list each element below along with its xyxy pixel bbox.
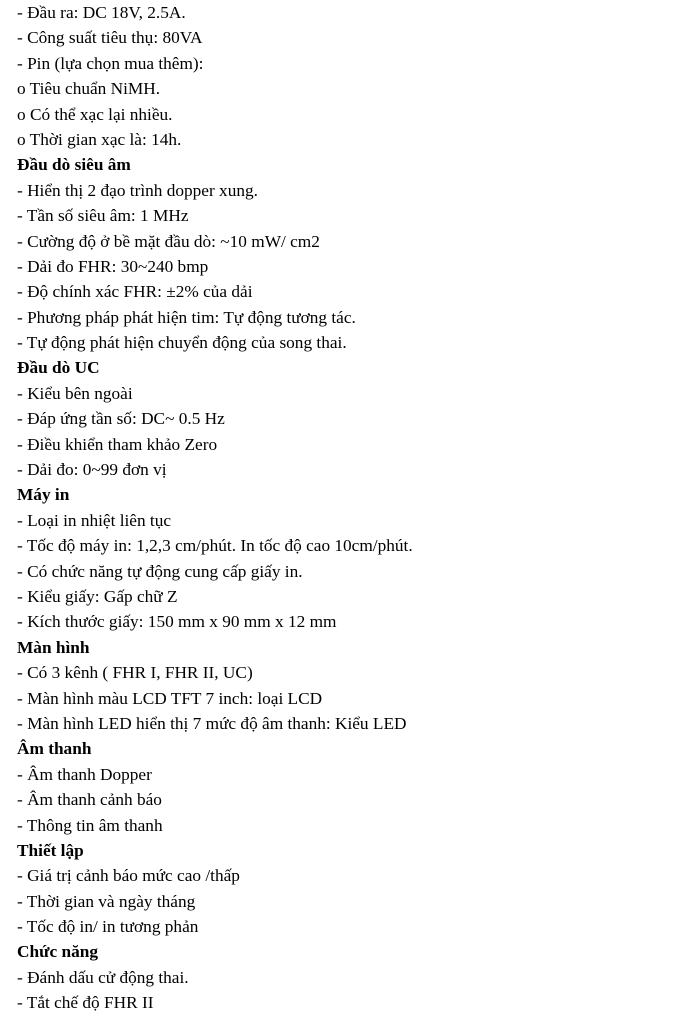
spec-line: - Công suất tiêu thụ: 80VA <box>17 28 203 48</box>
spec-line: - Dải đo: 0~99 đơn vị <box>17 460 167 480</box>
section-heading: Đầu dò UC <box>17 358 100 378</box>
spec-line: - Màn hình LED hiển thị 7 mức độ âm thanh: Kiểu LED <box>17 713 407 733</box>
spec-line: - Tốc độ máy in: 1,2,3 cm/phút. In tốc độ cao 10cm/phút. <box>17 536 413 556</box>
spec-line: - Kiểu bên ngoài <box>17 383 133 403</box>
spec-line: - Âm thanh Dopper <box>17 764 152 784</box>
section-heading: Âm thanh <box>17 739 92 759</box>
section-heading: Đầu dò siêu âm <box>17 155 131 175</box>
spec-line: - Âm thanh cảnh báo <box>17 790 162 810</box>
spec-line: - Phương pháp phát hiện tim: Tự động tương tác. <box>17 307 356 327</box>
spec-line: - Hiển thị 2 đạo trình dopper xung. <box>17 180 258 200</box>
section-heading: Màn hình <box>17 637 90 657</box>
spec-line: - Cường độ ở bề mặt đầu dò: ~10 mW/ cm2 <box>17 231 320 251</box>
section-heading: Chức năng <box>17 942 98 962</box>
spec-line: - Đánh dấu cử động thai. <box>17 967 189 987</box>
spec-line: - Kiểu giấy: Gấp chữ Z <box>17 586 178 606</box>
spec-line: - Pin (lựa chọn mua thêm): <box>17 53 204 73</box>
spec-line: - Tắt chế độ FHR II <box>17 993 154 1013</box>
spec-line: - Độ chính xác FHR: ±2% của dải <box>17 282 253 302</box>
spec-line: o Tiêu chuẩn NiMH. <box>17 79 161 99</box>
spec-line: - Điều khiển tham khảo Zero <box>17 434 218 454</box>
spec-line: - Dải đo FHR: 30~240 bmp <box>17 256 209 276</box>
spec-line: - Đầu ra: DC 18V, 2.5A. <box>17 3 186 22</box>
spec-line: o Có thể xạc lại nhiều. <box>17 104 173 124</box>
spec-line: - Tần số siêu âm: 1 MHz <box>17 206 189 226</box>
spec-line: - Tốc độ in/ in tương phản <box>17 917 199 937</box>
spec-line: - Thông tin âm thanh <box>17 815 163 835</box>
spec-line: - Tự động phát hiện chuyển động của song thai. <box>17 333 347 353</box>
spec-line: o Thời gian xạc là: 14h. <box>17 129 182 149</box>
spec-line: - Loại in nhiệt liên tục <box>17 510 172 530</box>
spec-line: - Có 3 kênh ( FHR I, FHR II, UC) <box>17 663 253 683</box>
spec-line: - Có chức năng tự động cung cấp giấy in. <box>17 561 303 581</box>
spec-line: - Màn hình màu LCD TFT 7 inch: loại LCD <box>17 688 323 708</box>
spec-line: - Đáp ứng tần số: DC~ 0.5 Hz <box>17 409 225 429</box>
spec-line: - Kích thước giấy: 150 mm x 90 mm x 12 mm <box>17 612 337 632</box>
spec-line: - Thời gian và ngày tháng <box>17 891 196 911</box>
spec-line: - Giá trị cảnh báo mức cao /thấp <box>17 866 240 886</box>
section-heading: Máy in <box>17 485 70 505</box>
section-heading: Thiết lập <box>17 840 84 860</box>
